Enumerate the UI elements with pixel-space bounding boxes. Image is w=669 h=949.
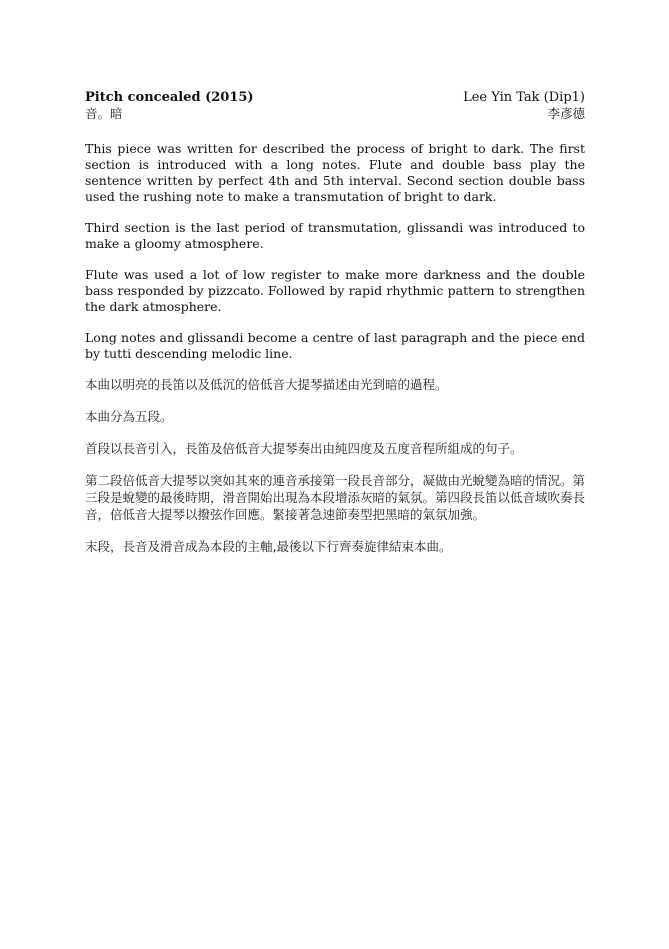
composer-name-chinese: 李彥德 — [547, 106, 585, 121]
english-description — [85, 141, 585, 362]
title-block — [85, 90, 254, 122]
chinese-paragraph-1: 本曲以明亮的長笛以及低沉的倍低音大提琴描述由光到暗的過程。 — [85, 377, 448, 392]
chinese-paragraph-4: 第二段倍低音大提琴以突如其來的連音承接第一段長音部分，凝做由光蛻變為暗的情況。第三段是蛻變的最後時期，滑音開始出現為本段增添灰暗的氣氛。第四段長笛以低音域吹奏長音，倍低音大提琴以撥弦作回應。緊接著急速節奏型把黑暗的氣氛加強。 — [85, 473, 586, 522]
chinese-paragraph-3: 首段以長音引入，長笛及倍低音大提琴奏出由純四度及五度音程所組成的句子。 — [85, 441, 523, 456]
piece-title-chinese: 音。暗 — [85, 106, 123, 121]
header — [85, 90, 585, 124]
english-paragraph-3: Flute was used a lot of low register to make more darkness and the double bass responded by pizzcato. Followed by rapid rhythmic pattern to strengthen the dark atmosphere. — [85, 267, 585, 314]
chinese-paragraph-5: 末段，長音及滑音成為本段的主軸,最後以下行齊奏旋律結束本曲。 — [85, 539, 452, 554]
composer-name: Lee Yin Tak (Dip1) — [463, 90, 585, 105]
english-paragraph-4: Long notes and glissandi become a centre of last paragraph and the piece end by tutti descending melodic line. — [85, 330, 585, 361]
composer-block — [463, 90, 585, 122]
piece-title: Pitch concealed (2015) — [85, 90, 254, 105]
document-page — [85, 90, 585, 555]
english-paragraph-1: This piece was written for described the process of bright to dark. The first section is introduced with a long notes. Flute and double bass play the sentence written by perfect 4th and 5th interval. Second section double bass used the rushing note to make a transmutation of bright to dark. — [85, 141, 585, 204]
english-paragraph-2: Third section is the last period of transmutation, glissandi was introduced to make a gloomy atmosphere. — [85, 220, 585, 251]
chinese-description — [85, 376, 585, 555]
chinese-paragraph-2: 本曲分為五段。 — [85, 409, 173, 424]
